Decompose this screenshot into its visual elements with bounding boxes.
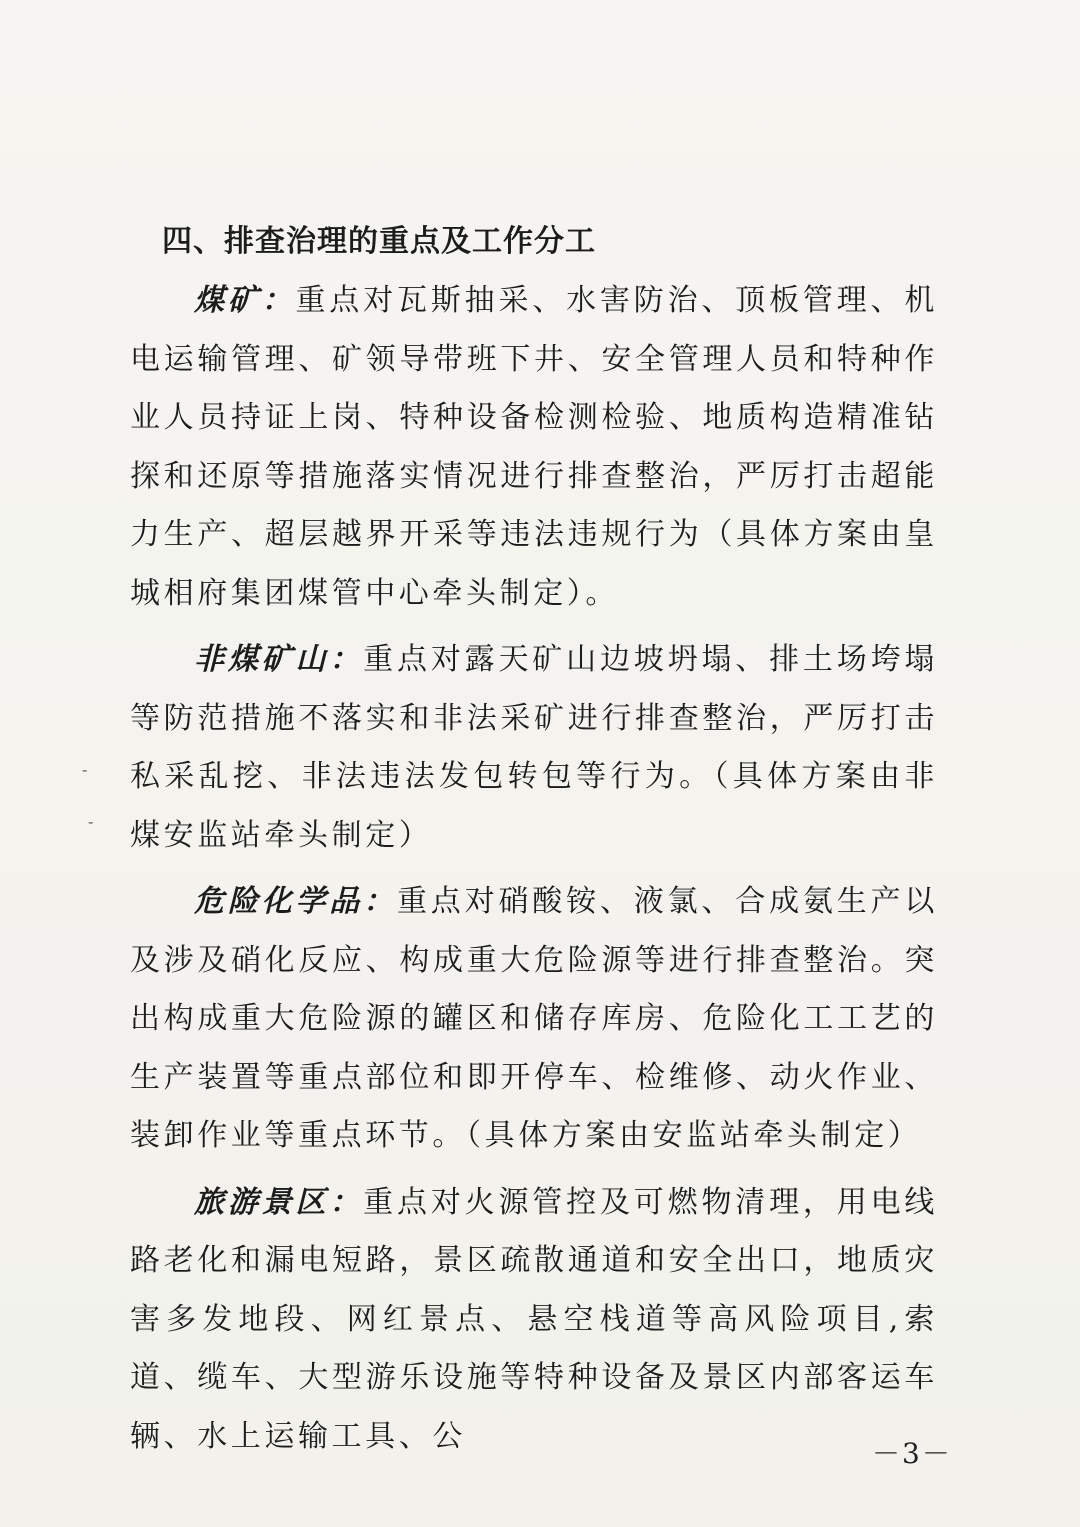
paragraph-tourist-areas: [130, 1174, 938, 1467]
section-heading: 四、排查治理的重点及工作分工: [162, 224, 596, 259]
paragraph-label: 煤矿：: [194, 283, 296, 318]
paragraph-label: 非煤矿山：: [194, 642, 364, 677]
paragraph-label: 旅游景区：: [194, 1184, 364, 1220]
margin-dot: -: [88, 812, 94, 831]
paragraph-hazardous-chemicals: [130, 873, 938, 1166]
paragraph-text: 重点对火源管控及可燃物清理，用电线路老化和漏电短路，景区疏散通道和安全出口，地质灾害多发地段、网红景点、悬空栈道等高风险项目,索道、缆车、大型游乐设施等特种设备及景区内部客运车辆、水上运输工具、公: [130, 1184, 939, 1454]
paragraph-coal-mine: [130, 272, 938, 623]
page-number: －3－: [872, 1437, 952, 1470]
margin-dot: -: [82, 760, 88, 779]
paragraph-text: 重点对瓦斯抽采、水害防治、顶板管理、机电运输管理、矿领导带班下井、安全管理人员和特种作业人员持证上岗、特种设备检测检验、地质构造精准钻探和还原等措施落实情况进行排查整治，严厉打击超能力生产、超层越界开采等违法违规行为（具体方案由皇城相府集团煤管中心牵头制定）。: [130, 283, 938, 611]
paragraph-text: 重点对露天矿山边坡坍塌、排土场垮塌等防范措施不落实和非法采矿进行排查整治，严厉打击私采乱挖、非法违法发包转包等行为。（具体方案由非煤安监站牵头制定）: [130, 642, 939, 853]
paragraph-non-coal-mine: [130, 631, 938, 865]
document-body: [130, 212, 938, 1474]
paragraph-label: 危险化学品：: [194, 884, 397, 919]
paragraph-text: 重点对硝酸铵、液氯、合成氨生产以及涉及硝化反应、构成重大危险源等进行排查整治。突出构成重大危险源的罐区和储存库房、危险化工工艺的生产装置等重点部位和即开停车、检维修、动火作业、装卸作业等重点环节。（具体方案由安监站牵头制定）: [130, 884, 938, 1153]
